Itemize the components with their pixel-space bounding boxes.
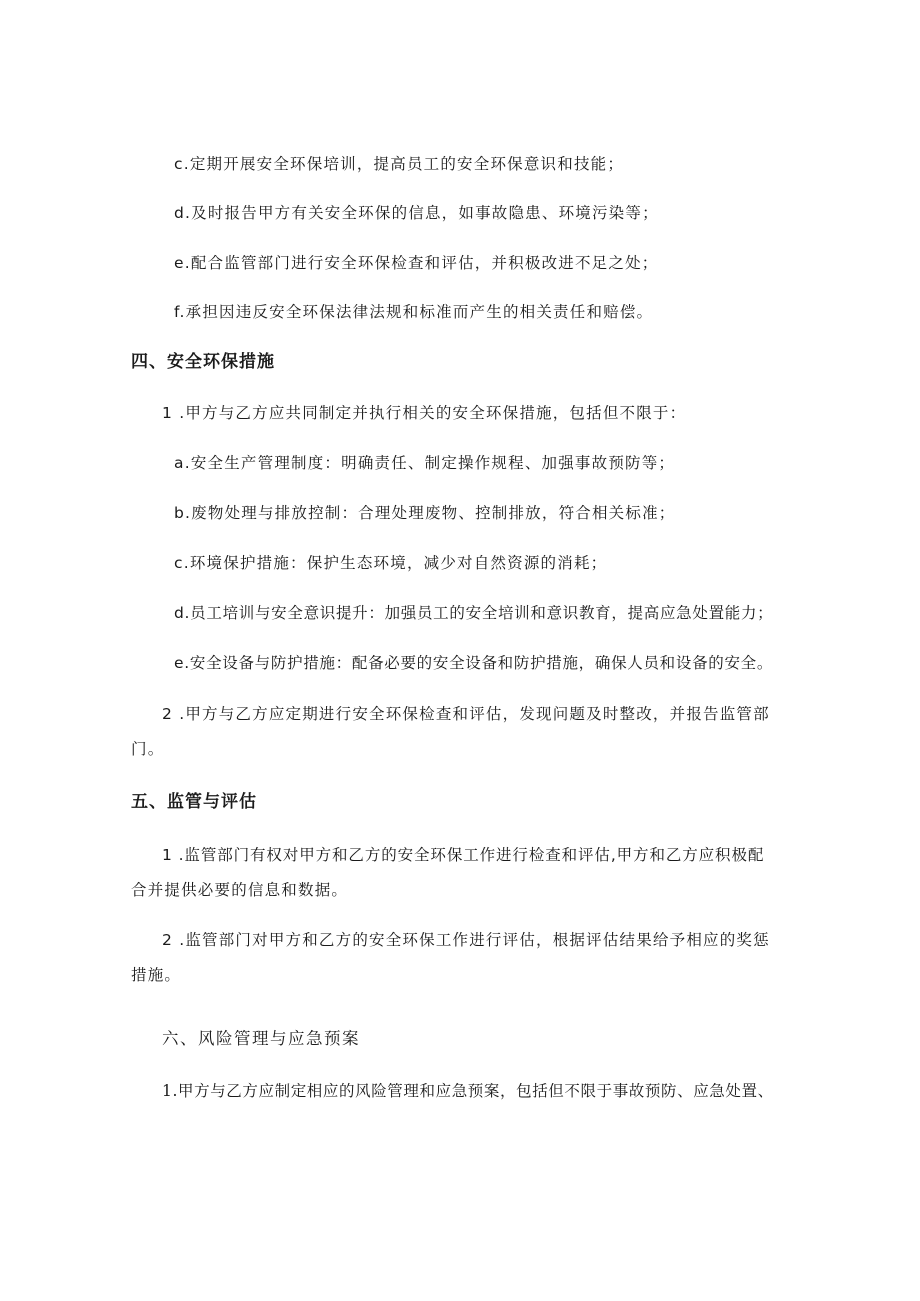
paragraph-continuation: 门。 — [131, 740, 165, 758]
section-heading: 四、安全环保措施 — [131, 352, 275, 372]
paragraph-continuation: 措施。 — [131, 966, 182, 984]
paragraph: 1 .监管部门有权对甲方和乙方的安全环保工作进行检查和评估,甲方和乙方应积极配 — [162, 846, 765, 864]
section-heading: 五、监管与评估 — [131, 792, 257, 812]
paragraph: 2 .监管部门对甲方和乙方的安全环保工作进行评估，根据评估结果给予相应的奖惩 — [162, 931, 770, 949]
list-item: a.安全生产管理制度：明确责任、制定操作规程、加强事故预防等； — [174, 454, 676, 472]
list-item: c.定期开展安全环保培训，提高员工的安全环保意识和技能； — [174, 155, 625, 173]
paragraph-continuation: 合并提供必要的信息和数据。 — [131, 881, 349, 899]
section-heading: 六、风险管理与应急预案 — [162, 1029, 360, 1048]
paragraph: 1.甲方与乙方应制定相应的风险管理和应急预案，包括但不限于事故预防、应急处置、 — [162, 1082, 774, 1100]
list-item: b.废物处理与排放控制：合理处理废物、控制排放，符合相关标准； — [174, 504, 676, 522]
list-item: e.配合监管部门进行安全环保检查和评估，并积极改进不足之处； — [174, 254, 659, 272]
list-item: e.安全设备与防护措施：配备必要的安全设备和防护措施，确保人员和设备的安全。 — [174, 654, 774, 672]
paragraph: 2 .甲方与乙方应定期进行安全环保检查和评估，发现问题及时整改，并报告监管部 — [162, 705, 770, 723]
list-item: d.及时报告甲方有关安全环保的信息，如事故隐患、环境污染等； — [174, 204, 659, 222]
paragraph: 1 .甲方与乙方应共同制定并执行相关的安全环保措施，包括但不限于： — [162, 404, 687, 422]
list-item: c.环境保护措施：保护生态环境，减少对自然资源的消耗； — [174, 554, 608, 572]
list-item: d.员工培训与安全意识提升：加强员工的安全培训和意识教育，提高应急处置能力； — [174, 604, 774, 622]
list-item: f.承担因违反安全环保法律法规和标准而产生的相关责任和赔偿。 — [174, 303, 654, 321]
